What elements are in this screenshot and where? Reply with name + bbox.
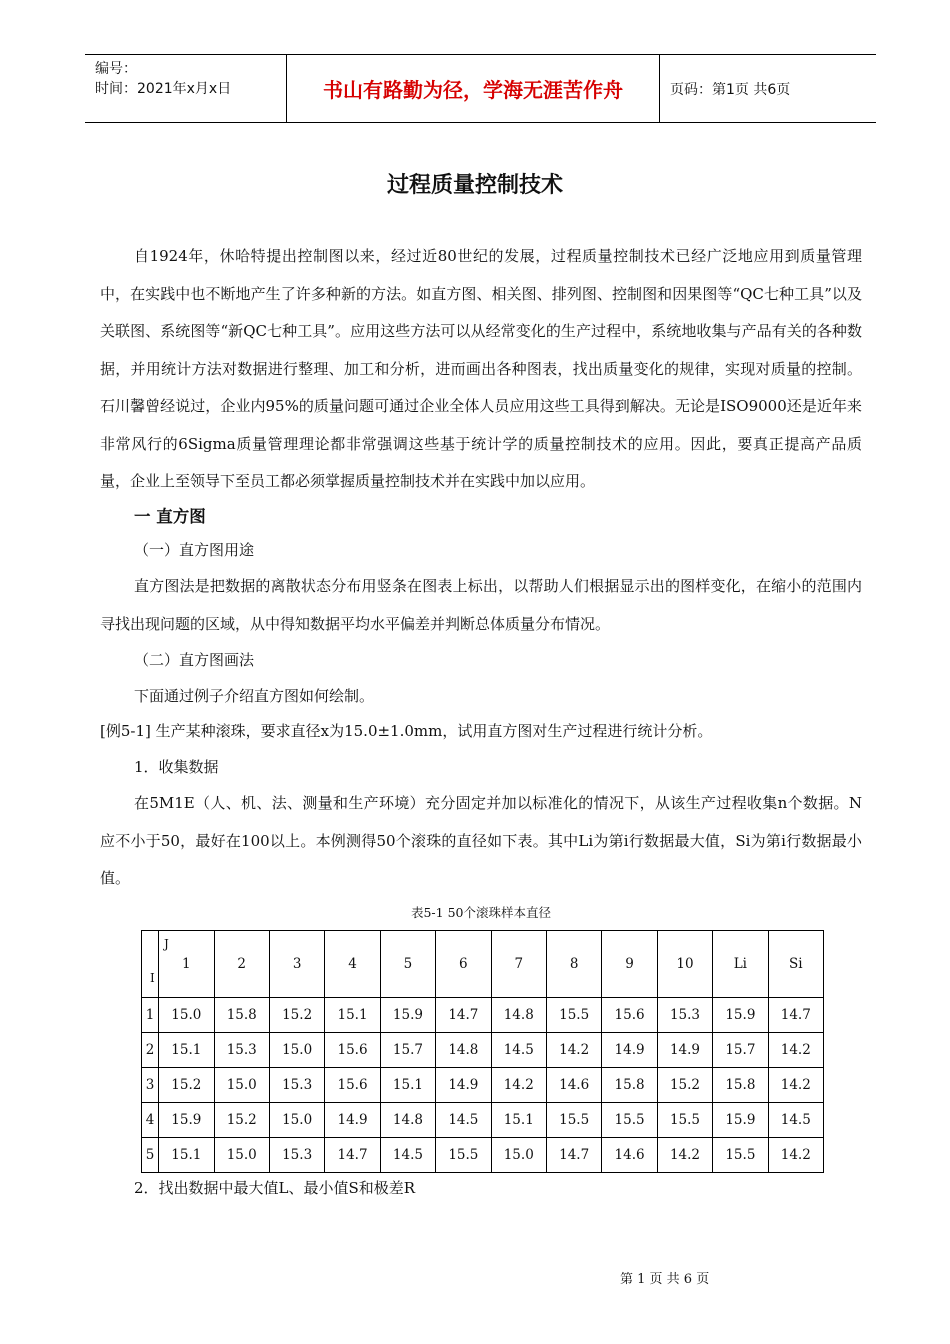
table-cell: 15.5	[602, 1102, 657, 1137]
sample-table	[141, 930, 824, 1173]
table-row-index: 1	[142, 997, 159, 1032]
table-cell: 14.5	[491, 1032, 546, 1067]
table-column-header: 5	[380, 930, 435, 997]
step2-heading: 2．找出数据中最大值L、最小值S和极差R	[134, 1178, 416, 1197]
table-cell: 14.5	[380, 1137, 435, 1172]
table-column-header: 6	[436, 930, 491, 997]
table-cell: 15.9	[713, 997, 768, 1032]
table-cell: 15.7	[380, 1032, 435, 1067]
table-column-header: 3	[269, 930, 324, 997]
table-cell: 15.9	[380, 997, 435, 1032]
step1-paragraph: 在5M1E（人、机、法、测量和生产环境）充分固定并加以标准化的情况下，从该生产过程收集n个数据。N应不小于50，最好在100以上。本例测得50个滚珠的直径如下表。其中Li为第i行数据最大值，Si为第i行数据最小值。	[100, 794, 862, 887]
table-column-header: 1	[159, 930, 214, 997]
table-row	[142, 1102, 824, 1137]
table-cell: 14.2	[768, 1137, 823, 1172]
table-cell: 14.6	[602, 1137, 657, 1172]
table-cell: 15.3	[657, 997, 712, 1032]
table-cell: 14.2	[546, 1032, 601, 1067]
table-cell: 15.2	[657, 1067, 712, 1102]
table-column-header: 8	[546, 930, 601, 997]
intro-paragraph: 自1924年，休哈特提出控制图以来，经过近80世纪的发展，过程质量控制技术已经广泛地应用到质量管理中，在实践中也不断地产生了许多种新的方法。如直方图、相关图、排列图、控制图和因果图等“QC七种工具”以及关联图、系统图等“新QC七种工具”。应用这些方法可以从经常变化的生产过程中，系统地收集与产品有关的各种数据，并用统计方法对数据进行整理、加工和分析，进而画出各种图表，找出质量变化的规律，实现对质量的控制。石川馨曾经说过，企业内95%的质量问题可通过企业全体人员应用这些工具得到解决。无论是ISO9000还是近年来非常风行的6Sigma质量管理理论都非常强调这些基于统计学的质量控制技术的应用。因此，要真正提高产品质量，企业上至领导下至员工都必须掌握质量控制技术并在实践中加以应用。	[100, 247, 862, 490]
table-cell: 15.1	[325, 997, 380, 1032]
table-cell: 15.0	[269, 1102, 324, 1137]
purpose-paragraph: 直方图法是把数据的离散状态分布用竖条在图表上标出，以帮助人们根据显示出的图样变化，在缩小的范围内寻找出现问题的区域，从中得知数据平均水平偏差并判断总体质量分布情况。	[100, 577, 862, 633]
step1-heading: 1．收集数据	[134, 757, 219, 776]
table-cell: 14.9	[602, 1032, 657, 1067]
table-cell: 15.5	[713, 1137, 768, 1172]
table-cell: 14.2	[657, 1137, 712, 1172]
table-caption: 表5-1 50个滚珠样本直径	[410, 904, 551, 920]
header-meta	[85, 55, 287, 122]
table-cell: 15.3	[269, 1067, 324, 1102]
table-cell: 15.0	[269, 1032, 324, 1067]
table-row	[142, 997, 824, 1032]
table-cell: 15.5	[546, 1102, 601, 1137]
table-corner-cell	[142, 930, 169, 997]
table-cell: 15.1	[380, 1067, 435, 1102]
table-cell: 14.6	[546, 1067, 601, 1102]
table-cell: 15.8	[602, 1067, 657, 1102]
table-cell: 15.6	[325, 1032, 380, 1067]
table-cell: 14.2	[768, 1067, 823, 1102]
table-column-header: 2	[214, 930, 269, 997]
example-paragraph: [例5-1] 生产某种滚珠，要求直径x为15.0±1.0mm，试用直方图对生产过程进行统计分析。	[100, 722, 713, 740]
table-cell: 15.5	[657, 1102, 712, 1137]
table-cell: 15.6	[602, 997, 657, 1032]
subheading-purpose: （一）直方图用途	[134, 540, 255, 559]
table-cell: 15.0	[214, 1137, 269, 1172]
table-cell: 14.9	[436, 1067, 491, 1102]
table-cell: 15.1	[491, 1102, 546, 1137]
table-cell: 15.0	[159, 997, 214, 1032]
table-cell: 15.0	[214, 1067, 269, 1102]
table-cell: 14.7	[546, 1137, 601, 1172]
header-motto: 书山有路勤为径，学海无涯苦作舟	[287, 55, 660, 122]
table-cell: 15.1	[159, 1137, 214, 1172]
table-cell: 15.5	[436, 1137, 491, 1172]
table-cell: 15.9	[159, 1102, 214, 1137]
table-row-index: 3	[142, 1067, 159, 1102]
header-number: 编号：	[95, 61, 137, 77]
table-cell: 14.7	[436, 997, 491, 1032]
table-column-header: 7	[491, 930, 546, 997]
table-column-header: Li	[713, 930, 768, 997]
table-cell: 14.7	[768, 997, 823, 1032]
corner-i-label: I	[150, 970, 155, 985]
table-cell: 15.2	[214, 1102, 269, 1137]
table-cell: 14.9	[657, 1032, 712, 1067]
header-page: 页码：第1页 共6页	[670, 81, 791, 98]
table-cell: 14.7	[325, 1137, 380, 1172]
table-cell: 15.8	[214, 997, 269, 1032]
table-cell: 14.9	[325, 1102, 380, 1137]
table-cell: 15.3	[214, 1032, 269, 1067]
table-column-header: Si	[768, 930, 823, 997]
table-column-header: 9	[602, 930, 657, 997]
table-cell: 15.0	[491, 1137, 546, 1172]
table-cell: 15.1	[159, 1032, 214, 1067]
header-time: 时间：2021年x月x日	[95, 81, 232, 97]
table-cell: 14.5	[768, 1102, 823, 1137]
table-row	[142, 1067, 824, 1102]
table-cell: 14.8	[491, 997, 546, 1032]
table-cell: 15.2	[269, 997, 324, 1032]
table-cell: 14.2	[768, 1032, 823, 1067]
table-row-index: 2	[142, 1032, 159, 1067]
table-cell: 15.2	[159, 1067, 214, 1102]
table-column-header: 10	[657, 930, 712, 997]
table-cell: 15.8	[713, 1067, 768, 1102]
table-row-index: 5	[142, 1137, 159, 1172]
table-header-row	[142, 930, 824, 997]
table-row	[142, 1032, 824, 1067]
table-cell: 15.6	[325, 1067, 380, 1102]
table-cell: 15.5	[546, 997, 601, 1032]
table-cell: 15.3	[269, 1137, 324, 1172]
page-header	[85, 54, 876, 123]
page-footer: 第 1 页 共 6 页	[620, 1272, 710, 1287]
table-cell: 14.8	[380, 1102, 435, 1137]
table-row	[142, 1137, 824, 1172]
corner-j-label: J	[164, 936, 169, 951]
section-heading: 一 直方图	[134, 506, 206, 526]
table-cell: 15.7	[713, 1032, 768, 1067]
table-row-index: 4	[142, 1102, 159, 1137]
subheading-method: （二）直方图画法	[134, 651, 255, 669]
table-column-header: 4	[325, 930, 380, 997]
table-cell: 14.2	[491, 1067, 546, 1102]
table-cell: 14.8	[436, 1032, 491, 1067]
document-body	[100, 238, 862, 1203]
method-paragraph: 下面通过例子介绍直方图如何绘制。	[134, 686, 375, 705]
document-title: 过程质量控制技术	[386, 173, 563, 198]
table-cell: 14.5	[436, 1102, 491, 1137]
table-cell: 15.9	[713, 1102, 768, 1137]
